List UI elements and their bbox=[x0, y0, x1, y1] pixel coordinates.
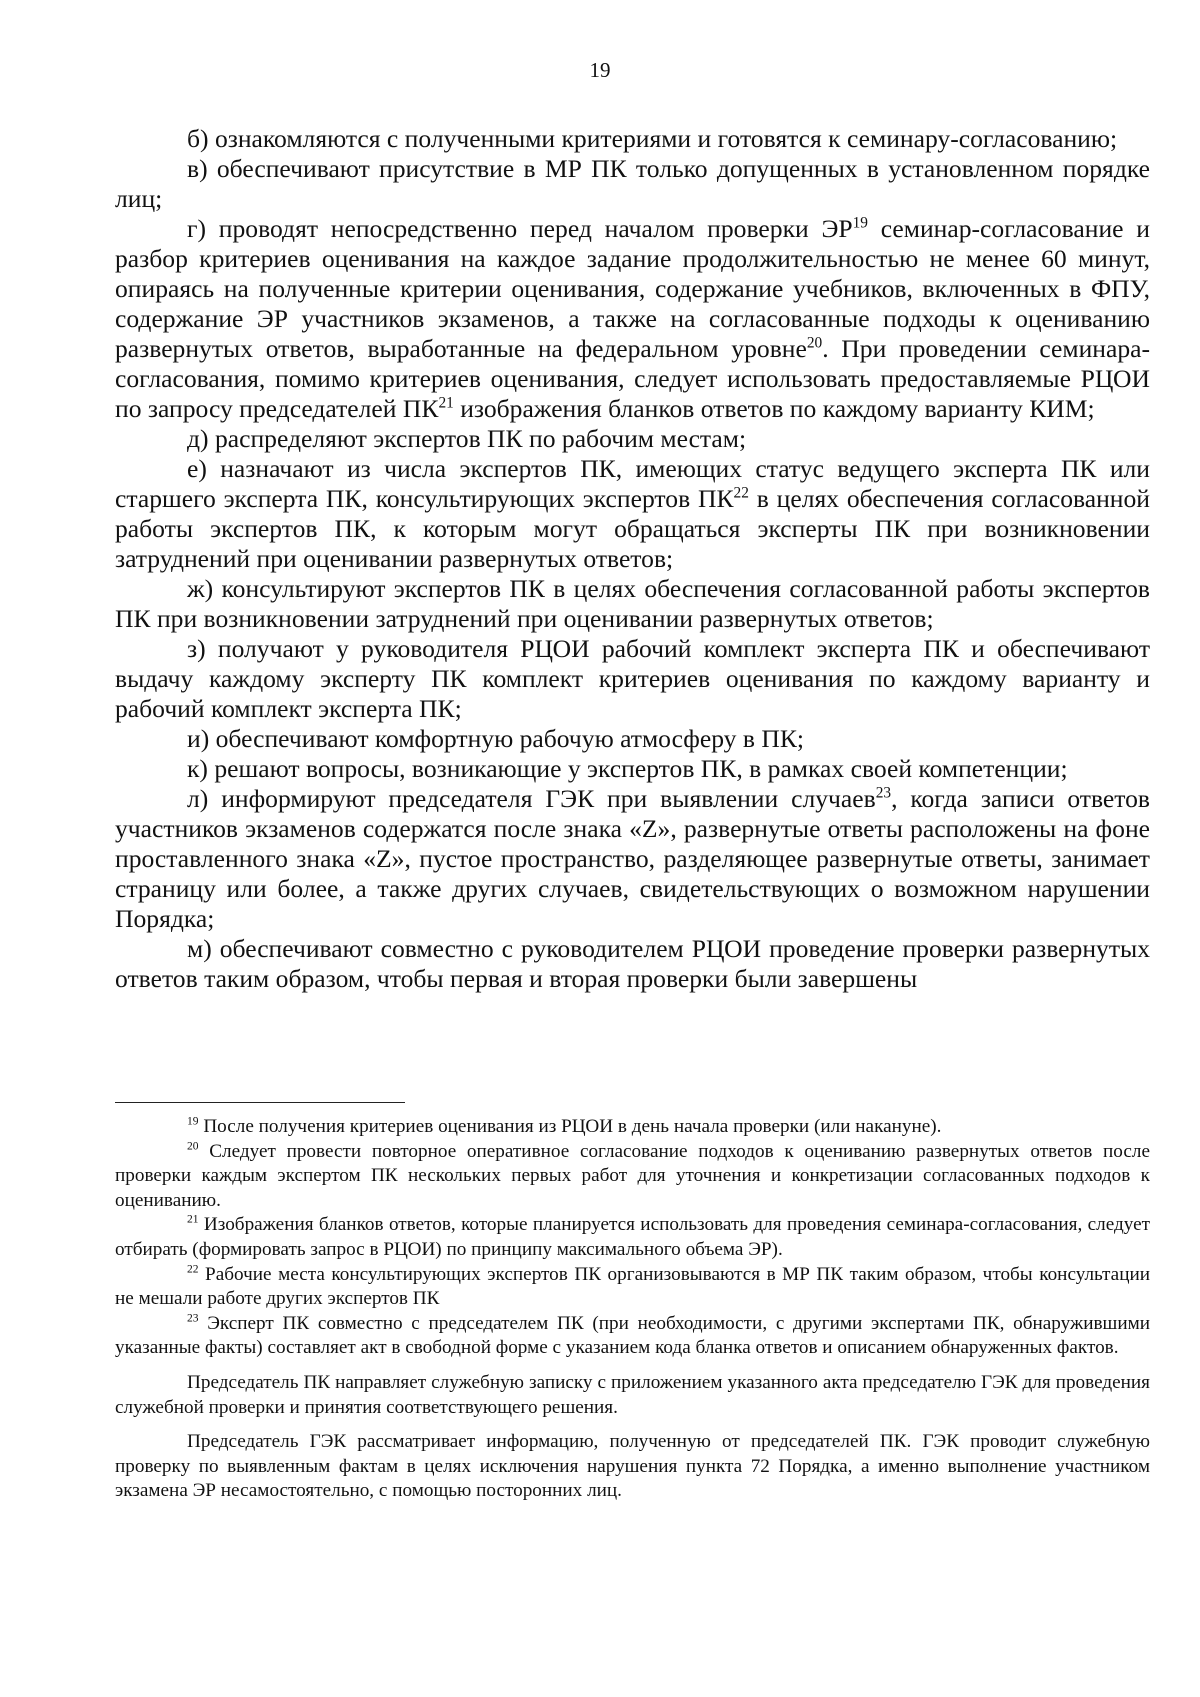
footnote-23 bbox=[115, 1312, 1150, 1361]
item-k: к) решают вопросы, возникающие у экспертов ПК, в рамках своей компетенции; bbox=[187, 754, 1068, 783]
footnote-ref-23[interactable]: 23 bbox=[875, 784, 892, 802]
item-l bbox=[115, 784, 1150, 934]
footnote-20 bbox=[115, 1140, 1150, 1214]
footnote-number: 20 bbox=[187, 1140, 199, 1153]
footnote-number: 19 bbox=[187, 1115, 199, 1128]
item-g-text-2: семинар-согласование и разбор критериев оценивания на каждое задание продолжительностью не менее 60 минут, опираясь на полученные критерии оценивания, содержание учебников, включенных в ФПУ, содержание ЭР участников экзаменов, а также на согласованные подходы к оцениванию развернутых ответов, выработанные на федеральном уровне bbox=[115, 214, 1151, 363]
footnote-text: Рабочие места консультирующих экспертов ПК организовываются в МР ПК таким образом, чтобы консультации не мешали работе других экспертов ПК bbox=[115, 1263, 1150, 1310]
main-text bbox=[115, 124, 1150, 994]
item-l-text: л) информируют председателя ГЭК при выявлении случаев bbox=[187, 784, 876, 813]
footnote-23-paragraph-1: Председатель ПК направляет служебную записку с приложением указанного акта председателю ГЭК для проведения служебной проверки и принятия соответствующего решения. bbox=[115, 1371, 1150, 1418]
footnote-ref-20[interactable]: 20 bbox=[806, 334, 823, 352]
item-i: и) обеспечивают комфортную рабочую атмосферу в ПК; bbox=[187, 724, 805, 753]
item-e-text: е) назначают из числа экспертов ПК, имеющих статус ведущего эксперта ПК или старшего эксперта ПК, консультирующих экспертов ПК bbox=[115, 454, 1150, 513]
footnote-ref-21[interactable]: 21 bbox=[438, 394, 454, 412]
footnote-number: 22 bbox=[187, 1263, 199, 1276]
item-l-text-2: , когда записи ответов участников экзаменов содержатся после знака «Z», развернутые ответы расположены на фоне проставленного знака «Z», пустое пространство, разделяющее развернутые ответы, занимает страницу или более, а также других случаев, свидетельствующих о возможном нарушении Порядка; bbox=[115, 784, 1150, 933]
item-e-text-2: в целях обеспечения согласованной работы экспертов ПК, к которым могут обращаться эксперты ПК при возникновении затруднений при оценивании развернутых ответов; bbox=[115, 484, 1150, 573]
footnotes bbox=[115, 1115, 1150, 1504]
footnote-number: 23 bbox=[187, 1312, 199, 1325]
footnote-22 bbox=[115, 1263, 1150, 1312]
footnote-19 bbox=[115, 1115, 1150, 1140]
item-v: в) обеспечивают присутствие в МР ПК только допущенных в установленном порядке лиц; bbox=[115, 154, 1150, 213]
page-number: 19 bbox=[589, 58, 611, 82]
item-g-text: г) проводят непосредственно перед началом проверки ЭР bbox=[187, 214, 853, 243]
footnote-text: Следует провести повторное оперативное согласование подходов к оцениванию развернутых ответов после проверки каждым экспертом ПК нескольких первых работ для уточнения и конкретизации согласованных подходов к оцениванию. bbox=[115, 1140, 1150, 1211]
item-d: д) распределяют экспертов ПК по рабочим местам; bbox=[187, 424, 747, 453]
item-z: з) получают у руководителя РЦОИ рабочий комплект эксперта ПК и обеспечивают выдачу каждому эксперту ПК комплект критериев оценивания по каждому варианту и рабочий комплект эксперта ПК; bbox=[115, 634, 1150, 723]
footnote-text: Эксперт ПК совместно с председателем ПК (при необходимости, с другими экспертами ПК, обнаружившими указанные факты) составляет акт в свободной форме с указанием кода бланка ответов и описанием обнаруженных фактов. bbox=[115, 1312, 1150, 1359]
item-g-text-3: . При проведении семинара-согласования, помимо критериев оценивания, следует использовать предоставляемые РЦОИ по запросу председателей ПК bbox=[115, 334, 1151, 423]
item-m: м) обеспечивают совместно с руководителем РЦОИ проведение проверки развернутых ответов таким образом, чтобы первая и вторая проверки были завершены bbox=[115, 934, 1150, 993]
item-zh: ж) консультируют экспертов ПК в целях обеспечения согласованной работы экспертов ПК при возникновении затруднений при оценивании развернутых ответов; bbox=[115, 574, 1150, 633]
footnote-text: Изображения бланков ответов, которые планируется использовать для проведения семинара-согласования, следует отбирать (формировать запрос в РЦОИ) по принципу максимального объема ЭР). bbox=[115, 1214, 1150, 1260]
item-b: б) ознакомляются с полученными критериями и готовятся к семинару-согласованию; bbox=[187, 124, 1118, 153]
footnote-ref-22[interactable]: 22 bbox=[733, 484, 749, 502]
footnote-number: 21 bbox=[187, 1213, 199, 1226]
footnote-text: После получения критериев оценивания из РЦОИ в день начала проверки (или накануне). bbox=[198, 1116, 942, 1137]
item-g-text-4: изображения бланков ответов по каждому варианту КИМ; bbox=[453, 394, 1095, 423]
item-g bbox=[115, 214, 1150, 424]
footnote-23-paragraph-2: Председатель ГЭК рассматривает информацию, полученную от председателей ПК. ГЭК проводит служебную проверку по выявленным фактам в целях исключения нарушения пункта 72 Порядка, а именно выполнение участником экзамена ЭР несамостоятельно, с помощью посторонних лиц. bbox=[115, 1431, 1150, 1502]
footnote-21 bbox=[115, 1213, 1150, 1262]
footnote-ref-19[interactable]: 19 bbox=[852, 214, 868, 232]
item-e bbox=[115, 454, 1150, 574]
footnote-separator bbox=[115, 1102, 405, 1103]
